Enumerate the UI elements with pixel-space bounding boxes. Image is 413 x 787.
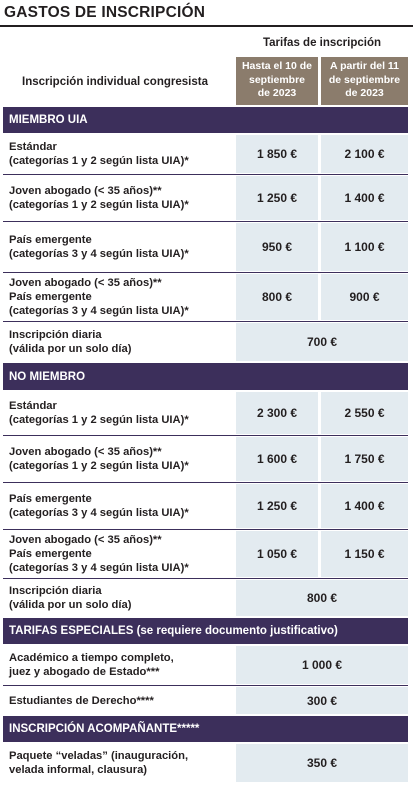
section-companion: INSCRIPCIÓN ACOMPAÑANTE***** — [3, 716, 408, 742]
late-rate-header-line: de septiembre — [328, 73, 401, 86]
table-row — [3, 274, 408, 320]
row-divider — [3, 221, 408, 222]
row-label-line: Paquete “veladas” (inauguración, — [9, 750, 189, 762]
row-divider — [3, 529, 408, 530]
row-label-line: (categorías 1 y 2 según lista UIA)* — [9, 199, 189, 211]
row-label — [9, 687, 154, 714]
early-price: 1 250 € — [236, 484, 318, 528]
row-label-line: Joven abogado (< 35 años)** — [9, 534, 162, 546]
row-label-line: (categorías 1 y 2 según lista UIA)* — [9, 460, 189, 472]
table-row — [3, 531, 408, 577]
row-label — [9, 580, 131, 616]
late-price: 1 400 € — [321, 484, 408, 528]
table-row — [3, 323, 408, 361]
row-label-line: País emergente — [9, 234, 92, 246]
table-row — [3, 135, 408, 173]
companion-price: 350 € — [236, 744, 408, 782]
row-label-line: (válida por un solo día) — [9, 599, 132, 611]
row-label — [9, 323, 131, 361]
page-title: GASTOS DE INSCRIPCIÓN — [4, 4, 206, 21]
title-divider — [0, 25, 413, 27]
late-price: 2 550 € — [321, 392, 408, 434]
row-label — [9, 176, 189, 220]
row-label — [9, 392, 189, 434]
row-label — [9, 646, 174, 684]
row-divider — [3, 482, 408, 483]
early-rate-header-line: Hasta el 10 de — [241, 60, 313, 72]
early-price: 1 850 € — [236, 135, 318, 173]
row-label — [9, 223, 189, 271]
row-divider — [3, 578, 408, 579]
row-label-line: País emergente — [9, 548, 92, 560]
section-non-member: NO MIEMBRO — [3, 363, 408, 390]
row-label-line: (categorías 1 y 2 según lista UIA)* — [9, 155, 189, 167]
row-label-line: Joven abogado (< 35 años)** — [9, 277, 162, 289]
early-price: 1 600 € — [236, 437, 318, 481]
late-price: 900 € — [321, 274, 408, 320]
table-row — [3, 687, 408, 714]
table-row — [3, 484, 408, 528]
early-rate-header-line: de 2023 — [257, 87, 297, 99]
row-label-line: (categorías 3 y 4 según lista UIA)* — [9, 507, 189, 519]
row-label — [9, 744, 188, 782]
section-special-rates: TARIFAS ESPECIALES (se requiere documento justificativo) — [3, 618, 408, 644]
row-divider — [3, 272, 408, 273]
table-row — [3, 646, 408, 684]
row-label — [9, 437, 189, 481]
row-divider — [3, 435, 408, 436]
individual-registration-header: Inscripción individual congresista — [22, 76, 208, 88]
row-label-line: (categorías 3 y 4 según lista UIA)* — [9, 248, 189, 260]
row-label-line: juez y abogado de Estado*** — [9, 666, 160, 678]
late-price: 2 100 € — [321, 135, 408, 173]
row-label — [9, 531, 189, 577]
row-label-line: (válida por un solo día) — [9, 343, 132, 355]
daily-price: 800 € — [236, 580, 408, 616]
row-label-line: País emergente — [9, 493, 92, 505]
row-label-line: Joven abogado (< 35 años)** — [9, 446, 162, 458]
early-price: 1 250 € — [236, 176, 318, 220]
special-price: 300 € — [236, 687, 408, 714]
row-label — [9, 274, 189, 320]
table-row — [3, 223, 408, 271]
row-label-line: Inscripción diaria — [9, 585, 102, 597]
row-label — [9, 135, 189, 173]
early-rate-column-header — [236, 57, 318, 105]
table-row — [3, 744, 408, 782]
row-divider — [3, 174, 408, 175]
row-label-line: (categorías 1 y 2 según lista UIA)* — [9, 414, 189, 426]
row-label-line: Académico a tiempo completo, — [9, 652, 174, 664]
late-rate-header-line: A partir del 11 — [329, 60, 400, 72]
row-label-line: País emergente — [9, 291, 92, 303]
row-label-line: Estándar — [9, 141, 57, 153]
row-label-line: Joven abogado (< 35 años)** — [9, 185, 162, 197]
late-price: 1 150 € — [321, 531, 408, 577]
row-label-line: velada informal, clausura) — [9, 764, 148, 776]
row-label — [9, 484, 189, 528]
early-rate-header-line: septiembre — [248, 73, 306, 86]
row-label-line: Inscripción diaria — [9, 329, 102, 341]
late-price: 1 100 € — [321, 223, 408, 271]
fees-group-header: Tarifas de inscripción — [262, 37, 381, 49]
row-label-line: Estudiantes de Derecho**** — [9, 694, 154, 707]
table-row — [3, 580, 408, 616]
special-price: 1 000 € — [236, 646, 408, 684]
table-row — [3, 176, 408, 220]
early-price: 1 050 € — [236, 531, 318, 577]
early-price: 2 300 € — [236, 392, 318, 434]
table-row — [3, 392, 408, 434]
section-member: MIEMBRO UIA — [3, 107, 408, 133]
late-price: 1 400 € — [321, 176, 408, 220]
row-divider — [3, 321, 408, 322]
row-label-line: (categorías 3 y 4 según lista UIA)* — [9, 305, 189, 317]
late-price: 1 750 € — [321, 437, 408, 481]
table-row — [3, 437, 408, 481]
row-label-line: (categorías 3 y 4 según lista UIA)* — [9, 562, 189, 574]
early-price: 800 € — [236, 274, 318, 320]
late-rate-header-line: de 2023 — [345, 87, 384, 99]
late-rate-column-header — [321, 57, 408, 105]
row-label-line: Estándar — [9, 400, 57, 412]
row-divider — [3, 685, 408, 686]
daily-price: 700 € — [236, 323, 408, 361]
early-price: 950 € — [236, 223, 318, 271]
